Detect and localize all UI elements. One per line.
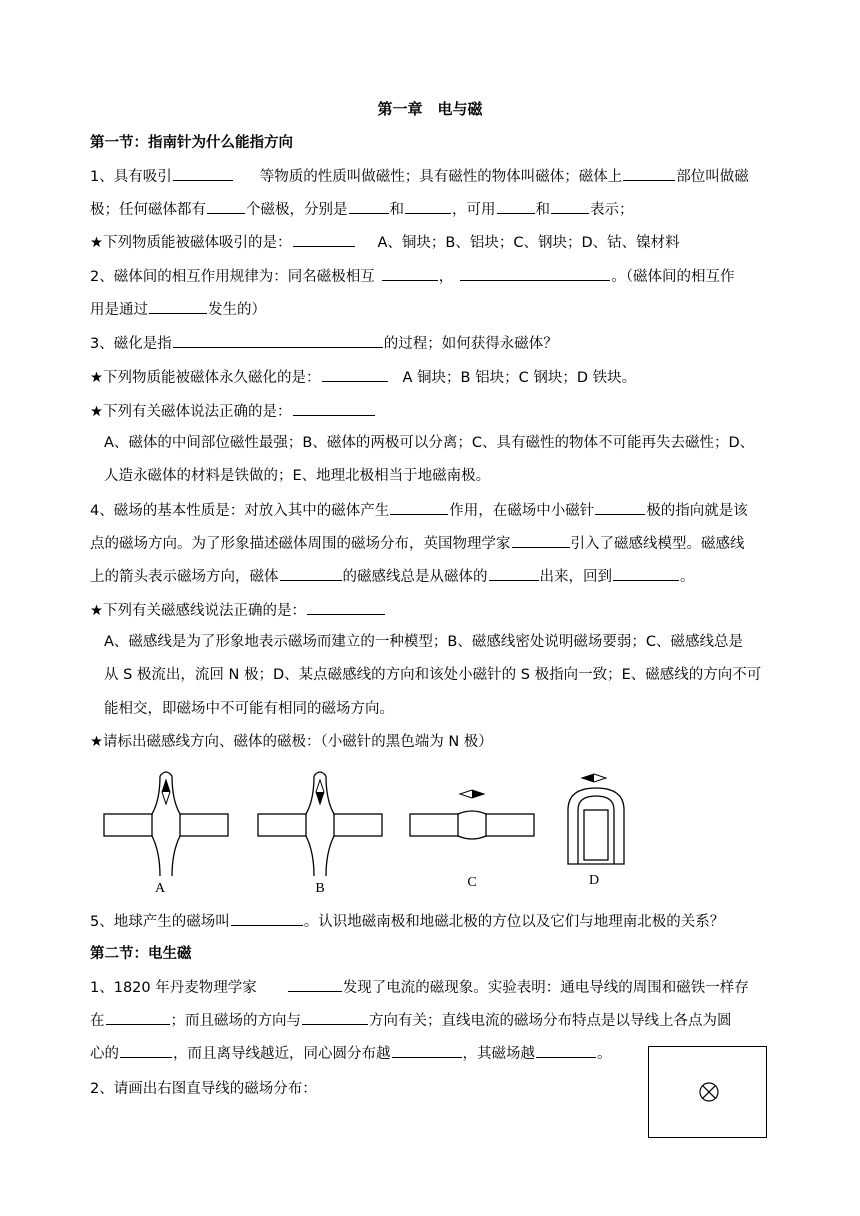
text: 方向有关；直线电流的磁场分布特点是以导线上各点为圆 [369, 1013, 732, 1029]
text: 发现了电流的磁现象。实验表明：通电导线的周围和磁铁一样存 [342, 980, 749, 996]
answer-blank[interactable] [551, 199, 589, 214]
figure-b-label: B [315, 881, 325, 896]
s1-star4 [90, 600, 386, 621]
text: ，可用 [452, 202, 496, 218]
answer-blank[interactable] [595, 500, 645, 515]
text: 发生的） [208, 302, 266, 318]
current-into-page-icon [700, 1083, 718, 1101]
s1-q2-line1 [90, 266, 734, 287]
answer-blank[interactable] [392, 1043, 462, 1058]
text: A 铜块；B 铝块；C 钢块；D 铁块。 [402, 370, 637, 386]
text: ★下列物质能被磁体吸引的是： [90, 235, 292, 251]
answer-blank[interactable] [173, 333, 383, 348]
answer-blank[interactable] [293, 401, 375, 416]
text: 作用，在磁场中小磁针 [449, 503, 595, 519]
s1-star4-options-3: 能相交，即磁场中不可能有相同的磁场方向。 [104, 701, 394, 717]
answer-blank[interactable] [307, 600, 385, 615]
text: ；而且磁场的方向与 [170, 1013, 301, 1029]
figure-d-compass-icon [582, 774, 606, 782]
answer-blank[interactable] [512, 533, 570, 548]
answer-blank[interactable] [349, 199, 389, 214]
answer-blank[interactable] [173, 166, 233, 181]
chapter-title: 第一章 电与磁 [377, 100, 483, 118]
text: 3、磁化是指 [90, 336, 172, 352]
s1-star3-options-2: 人造永磁体的材料是铁做的；E、地理北极相当于地磁南极。 [104, 468, 491, 484]
s1-star4-options-2: 从 S 极流出，流回 N 极；D、某点磁感线的方向和该处小磁针的 S 极指向一致；E、磁感线的方向不可 [104, 667, 762, 683]
magnet-figures [0, 770, 860, 900]
text: 心的 [90, 1046, 119, 1062]
answer-blank[interactable] [106, 1010, 170, 1025]
text: 上的箭头表示磁场方向，磁体 [90, 569, 279, 585]
text: 点的磁场方向。为了形象描述磁体周围的磁场分布，英国物理学家 [90, 536, 511, 552]
s1-q2-line2 [90, 299, 266, 320]
figure-c-label: C [467, 875, 477, 890]
text: 出来，回到 [539, 569, 612, 585]
text: 和 [389, 202, 404, 218]
s1-q5 [90, 911, 724, 932]
answer-blank[interactable] [293, 232, 355, 247]
section1-heading: 第一节：指南针为什么能指方向 [90, 135, 293, 151]
s1-q1-line2 [90, 199, 634, 220]
text: 极；任何磁体都有 [90, 202, 206, 218]
text: A、铜块；B、铝块；C、钢块；D、钴、镍材料 [377, 235, 680, 251]
answer-blank[interactable] [288, 977, 342, 992]
s1-star4-options-1: A、磁感线是为了形象地表示磁场而建立的一种模型；B、磁感线密处说明磁场要弱；C、磁感线总是 [104, 634, 743, 650]
text: 极的指向就是该 [646, 503, 748, 519]
text: ， [438, 269, 454, 285]
answer-blank[interactable] [302, 1010, 368, 1025]
text: ★下列有关磁感线说法正确的是： [90, 603, 306, 619]
text: 和 [535, 202, 550, 218]
text: 的磁感线总是从磁体的 [342, 569, 488, 585]
answer-blank[interactable] [536, 1043, 596, 1058]
s2-q2: 2、请画出右图直导线的磁场分布： [90, 1081, 317, 1097]
s2-q1-line1 [90, 977, 749, 998]
figure-a-label: A [154, 881, 166, 896]
s1-star3-options-1: A、磁体的中间部位磁性最强；B、磁体的两极可以分离；C、具有磁性的物体不可能再失去磁性；D、 [104, 435, 755, 451]
s1-star2 [90, 367, 636, 388]
text: ，而且离导线越近，同心圆分布越 [173, 1046, 391, 1062]
text: 部位叫做磁 [676, 169, 749, 185]
figure-a-compass-icon [162, 780, 170, 804]
text: 1、具有吸引 [90, 169, 172, 185]
text: 用是通过 [90, 302, 148, 318]
figure-c-compass-icon [460, 790, 484, 798]
answer-blank[interactable] [613, 566, 679, 581]
s1-q4-line3 [90, 566, 695, 587]
section2-heading: 第二节：电生磁 [90, 946, 192, 962]
answer-blank[interactable] [120, 1043, 172, 1058]
answer-blank[interactable] [382, 266, 438, 281]
wire-drawing-box[interactable] [648, 1046, 768, 1140]
text: 的过程；如何获得永磁体？ [383, 336, 558, 352]
s1-q1-line1 [90, 166, 749, 187]
text: 表示； [590, 202, 634, 218]
text: 。 [597, 1046, 612, 1062]
text: 。认识地磁南极和地磁北极的方位以及它们与地理南北极的关系？ [303, 914, 725, 930]
s1-star3 [90, 401, 376, 422]
text: 个磁极，分别是 [246, 202, 348, 218]
text: 5、地球产生的磁场叫 [90, 914, 230, 930]
answer-blank[interactable] [497, 199, 535, 214]
answer-blank[interactable] [280, 566, 342, 581]
figure-d-label: D [588, 873, 600, 888]
figure-c-magnets[interactable] [410, 811, 534, 839]
text: 等物质的性质叫做磁性；具有磁性的物体叫磁体；磁体上 [259, 169, 623, 185]
answer-blank[interactable] [390, 500, 448, 515]
answer-blank[interactable] [207, 199, 245, 214]
figure-b-compass-icon [316, 780, 324, 804]
s1-star5: ★请标出磁感线方向、磁体的磁极：（小磁针的黑色端为 N 极） [90, 734, 493, 750]
text: 引入了磁感线模型。磁感线 [570, 536, 745, 552]
text: 。（磁体间的相互作 [611, 269, 735, 285]
s1-q3 [90, 333, 558, 354]
answer-blank[interactable] [231, 911, 303, 926]
text: ★下列有关磁体说法正确的是： [90, 404, 292, 420]
text: 在 [90, 1013, 105, 1029]
text: 。 [680, 569, 695, 585]
answer-blank[interactable] [623, 166, 675, 181]
text: 1、1820 年丹麦物理学家 [90, 980, 257, 996]
figure-d-horseshoe-magnet[interactable] [568, 788, 624, 864]
s1-q4-line1 [90, 500, 748, 521]
s1-q4-line2 [90, 533, 745, 554]
text: ★下列物质能被磁体永久磁化的是： [90, 370, 321, 386]
answer-blank[interactable] [489, 566, 539, 581]
text: ，其磁场越 [462, 1046, 535, 1062]
answer-blank[interactable] [405, 199, 451, 214]
answer-blank[interactable] [322, 367, 388, 382]
s2-q1-line2 [90, 1010, 732, 1031]
answer-blank[interactable] [149, 299, 207, 314]
s1-star1 [90, 232, 680, 253]
text: 4、磁场的基本性质是：对放入其中的磁体产生 [90, 503, 390, 519]
s2-q1-line3 [90, 1043, 612, 1064]
text: 2、磁体间的相互作用规律为：同名磁极相互 [90, 269, 375, 285]
answer-blank[interactable] [460, 266, 610, 281]
